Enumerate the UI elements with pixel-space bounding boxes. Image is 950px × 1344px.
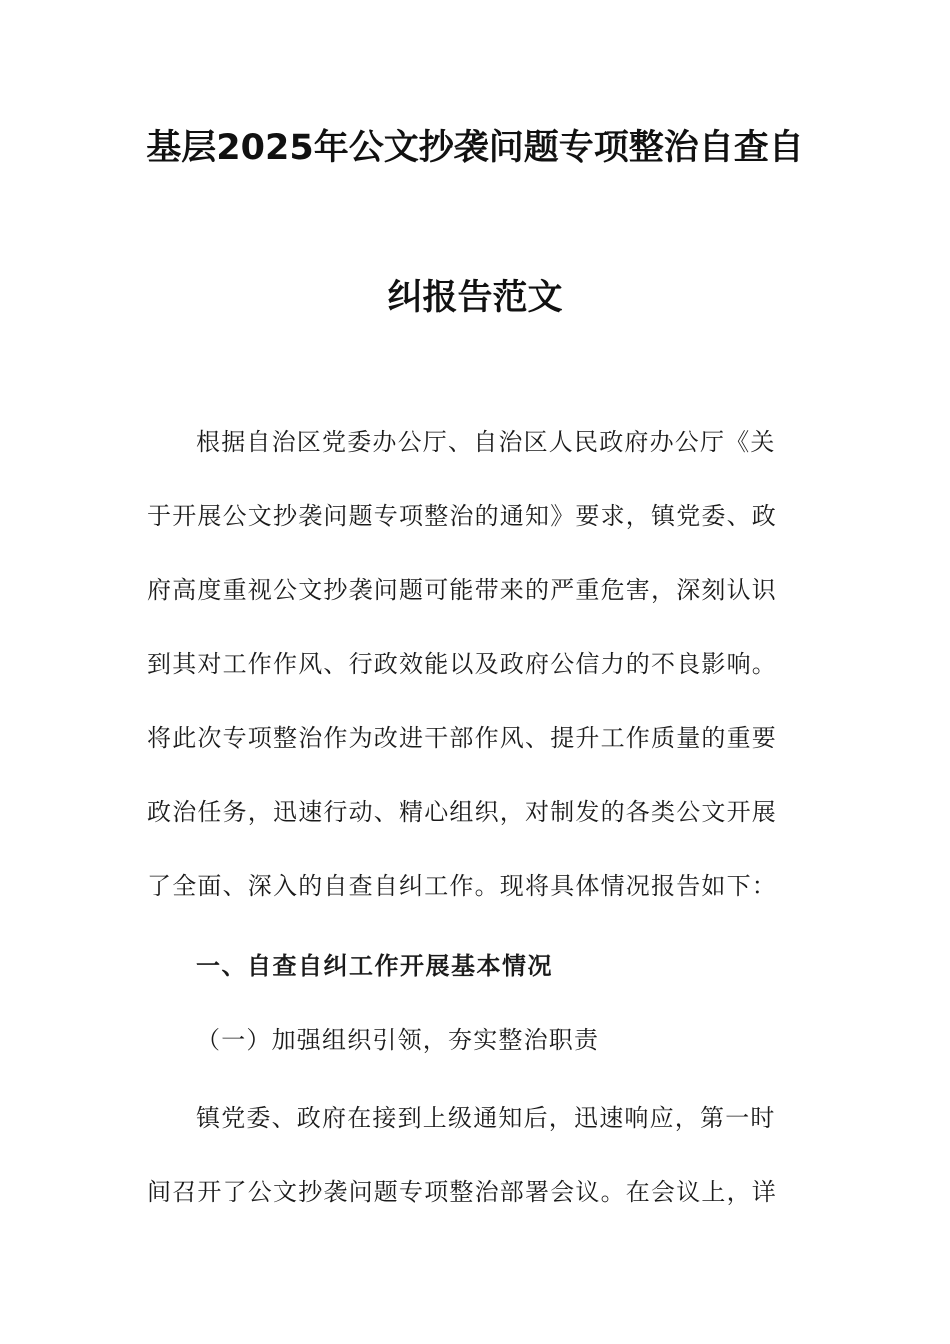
section-heading: 一、自查自纠工作开展基本情况 [196, 952, 553, 980]
body-paragraph-line: 到其对工作作风、行政效能以及政府公信力的不良影响。 [147, 650, 777, 678]
body-paragraph-line: 于开展公文抄袭问题专项整治的通知》要求，镇党委、政 [147, 502, 777, 530]
body-paragraph-line: 根据自治区党委办公厅、自治区人民政府办公厅《关 [196, 428, 776, 456]
document-title-line-1: 基层2025年公文抄袭问题专项整治自查自 [146, 128, 804, 168]
section-paragraph-line: 间召开了公文抄袭问题专项整治部署会议。在会议上，详 [147, 1178, 777, 1206]
body-paragraph-line: 府高度重视公文抄袭问题可能带来的严重危害，深刻认识 [147, 576, 777, 604]
body-paragraph-line: 了全面、深入的自查自纠工作。现将具体情况报告如下： [147, 872, 777, 900]
subsection-heading: （一）加强组织引领，夯实整治职责 [196, 1026, 600, 1054]
body-paragraph-line: 政治任务，迅速行动、精心组织，对制发的各类公文开展 [147, 798, 777, 826]
section-paragraph-line: 镇党委、政府在接到上级通知后，迅速响应，第一时 [196, 1104, 776, 1132]
body-paragraph-line: 将此次专项整治作为改进干部作风、提升工作质量的重要 [147, 724, 777, 752]
document-title-line-2: 纠报告范文 [387, 278, 563, 318]
